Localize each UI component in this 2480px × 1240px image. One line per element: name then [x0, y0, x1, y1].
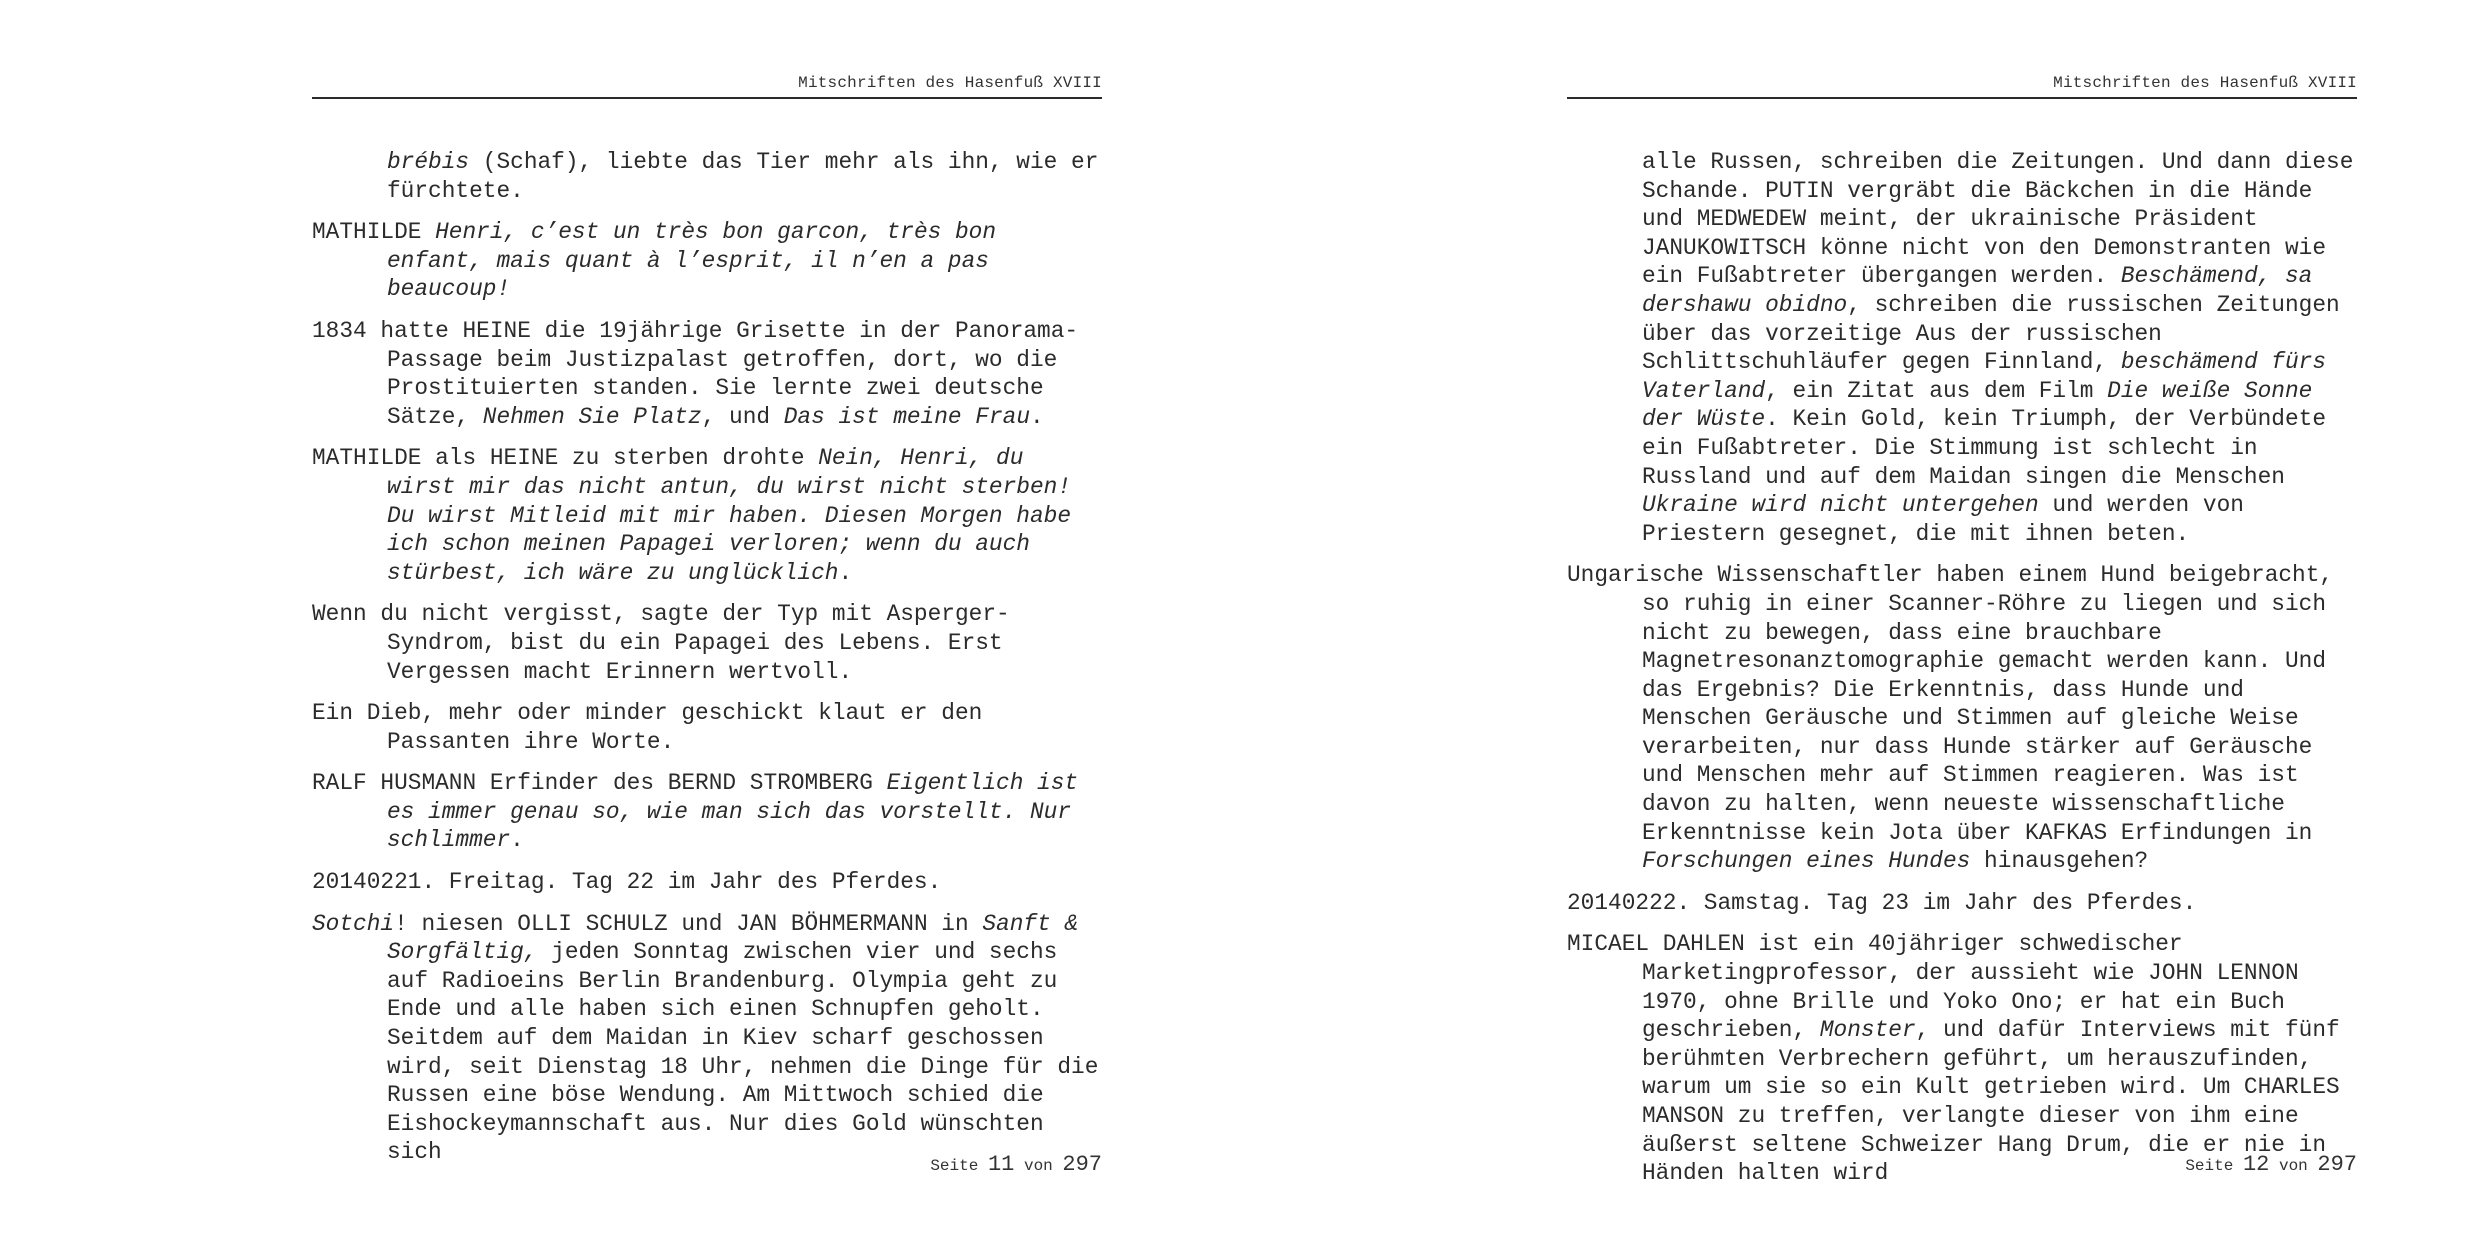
header-rule [1567, 97, 2357, 99]
text-run: . [838, 559, 853, 586]
italic-run: Sanft & Sorgfältig, [387, 910, 1079, 966]
paragraph [312, 148, 1102, 205]
footer-middle: von [1023, 1157, 1053, 1175]
page-footer [930, 1152, 1102, 1177]
body-text [312, 148, 1102, 1167]
text-run: , schreiben die russischen Zeitungen über das vorzeitige Aus der russischen Schlittschuhläufer gegen Finnland, [1642, 291, 2340, 376]
text-run: 20140222. Samstag. Tag 23 im Jahr des Pferdes. [1567, 889, 2197, 916]
paragraph [1567, 889, 2357, 918]
text-run: hinausgehen? [1970, 848, 2149, 875]
paragraph [312, 600, 1102, 686]
italic-run: Henri, c’est un très bon garcon, très bon enfant, mais quant à l’esprit, il n’en a pas beaucoup! [387, 219, 997, 303]
footer-prefix: Seite [2185, 1157, 2234, 1175]
text-run: Ungarische Wissenschaftler haben einem Hund beigebracht, so ruhig in einer Scanner-Röhre zu liegen und sich nicht zu bewegen, dass eine brauchbare Magnetresonanztomographie gemacht werden kann. Und das Ergebnis? Die Erkenntnis, dass Hunde und Menschen Geräusche und Stimmen auf gleiche Weise verarbeiten, nur dass Hunde stärker auf Geräusche und Menschen mehr auf Stimmen reagieren. Was ist davon zu halten, wenn neueste wissenschaftliche Erkenntnisse kein Jota über KAFKAS Erfindungen in [1567, 562, 2334, 846]
paragraph [312, 868, 1102, 897]
italic-run: Nein, Henri, du wirst mir das nicht antun, du wirst nicht sterben! Du wirst Mitleid mit mir haben. Diesen Morgen habe ich schon meinen Papagei verloren; wenn du auch stürbest, ich wäre zu unglücklich [387, 445, 1072, 586]
italic-run: Nehmen Sie Platz [482, 403, 702, 430]
italic-run: Das ist meine Frau [783, 403, 1030, 430]
page-total: 297 [1062, 1152, 1102, 1177]
italic-run: Eigentlich ist es immer genau so, wie man sich das vorstellt. Nur schlimmer [387, 770, 1079, 854]
paragraph [312, 699, 1102, 756]
footer-middle: von [2278, 1157, 2308, 1175]
italic-run: Ukraine wird nicht untergehen [1642, 492, 2039, 519]
text-run: (Schaf), liebte das Tier mehr als ihn, wie er fürchtete. [387, 149, 1099, 204]
text-run: , und dafür Interviews mit fünf berühmten Verbrechern geführt, um herauszufinden, warum um sie so ein Kult getrieben wird. Um CHARLES MANSON zu treffen, verlangte dieser von ihm eine äußerst seltene Schweizer Hang Drum, die er nie in Händen halten wird [1642, 1017, 2340, 1187]
text-run: , ein Zitat aus dem Film [1765, 377, 2108, 404]
page-total: 297 [2317, 1152, 2357, 1177]
text-run: MATHILDE [312, 219, 436, 246]
paragraph [312, 218, 1102, 304]
text-run: . Kein Gold, kein Triumph, der Verbündete ein Fußabtreter. Die Stimmung ist schlecht in Russland und auf dem Maidan singen die Menschen [1642, 406, 2327, 490]
footer-prefix: Seite [930, 1157, 979, 1175]
text-run: . [510, 827, 524, 854]
text-run: RALF HUSMANN Erfinder des BERND STROMBERG [312, 770, 887, 797]
right-page [1567, 0, 2357, 1240]
italic-run: beschämend fürs Vaterland [1642, 349, 2327, 404]
text-run: MATHILDE als HEINE zu sterben drohte [312, 445, 819, 472]
page-footer [2185, 1152, 2357, 1177]
paragraph [312, 317, 1102, 431]
italic-run: brébis [387, 149, 470, 175]
text-run: Ein Dieb, mehr oder minder geschickt klaut er den Passanten ihre Worte. [312, 700, 983, 755]
header-rule [312, 97, 1102, 99]
text-run: . [1030, 403, 1044, 430]
text-run: MICAEL DAHLEN ist ein 40jähriger schwedischer Marketingprofessor, der aussieht wie JOHN LENNON 1970, ohne Brille und Yoko Ono; er hat ein Buch geschrieben, [1567, 931, 2299, 1044]
paragraph [312, 910, 1102, 1167]
running-head: Mitschriften des Hasenfuß XVIII [798, 74, 1102, 92]
italic-run: Die weiße Sonne der Wüste [1642, 377, 2313, 433]
italic-run: Sotchi [312, 910, 395, 937]
running-head: Mitschriften des Hasenfuß XVIII [2053, 74, 2357, 92]
paragraph [312, 444, 1102, 587]
page-number: 12 [2242, 1152, 2270, 1177]
text-run: ! niesen OLLI SCHULZ und JAN BÖHMERMANN in [394, 910, 983, 937]
text-run: 20140221. Freitag. Tag 22 im Jahr des Pferdes. [312, 869, 942, 896]
text-run: Wenn du nicht vergisst, sagte der Typ mit Asperger-Syndrom, bist du ein Papagei des Lebens. Erst Vergessen macht Erinnern wertvoll. [312, 601, 1010, 685]
paragraph [1567, 930, 2357, 1187]
page-number: 11 [987, 1152, 1015, 1177]
body-text [1567, 148, 2357, 1188]
text-run: alle Russen, schreiben die Zeitungen. Und dann diese Schande. PUTIN vergräbt die Bäckchen in die Hände und MEDWEDEW meint, der ukrainische Präsident JANUKOWITSCH könne nicht von den Demonstranten wie ein Fußabtreter übergangen werden. [1642, 149, 2354, 290]
left-page [312, 0, 1102, 1240]
paragraph [1567, 148, 2357, 548]
italic-run: Beschämend, sa dershawu obidno [1642, 263, 2313, 318]
text-run: 1834 hatte HEINE die 19jährige Grisette in der Panorama-Passage beim Justizpalast getroffen, dort, wo die Prostituierten standen. Sie lernte zwei deutsche Sätze, [312, 317, 1079, 430]
paragraph [1567, 561, 2357, 876]
paragraph [312, 769, 1102, 855]
text-run: und werden von Priestern gesegnet, die mit ihnen beten. [1642, 492, 2244, 547]
italic-run: Monster [1819, 1017, 1916, 1044]
italic-run: Forschungen eines Hundes [1642, 848, 1971, 875]
text-run: jeden Sonntag zwischen vier und sechs auf Radioeins Berlin Brandenburg. Olympia geht zu Ende und alle haben sich einen Schnupfen geholt. Seitdem auf dem Maidan in Kiev scharf geschossen wird, seit Dienstag 18 Uhr, nehmen die Dinge für die Russen eine böse Wendung. Am Mittwoch schied die Eishockeymannschaft aus. Nur dies Gold wünschten sich [387, 939, 1099, 1166]
text-run: , und [701, 403, 784, 430]
